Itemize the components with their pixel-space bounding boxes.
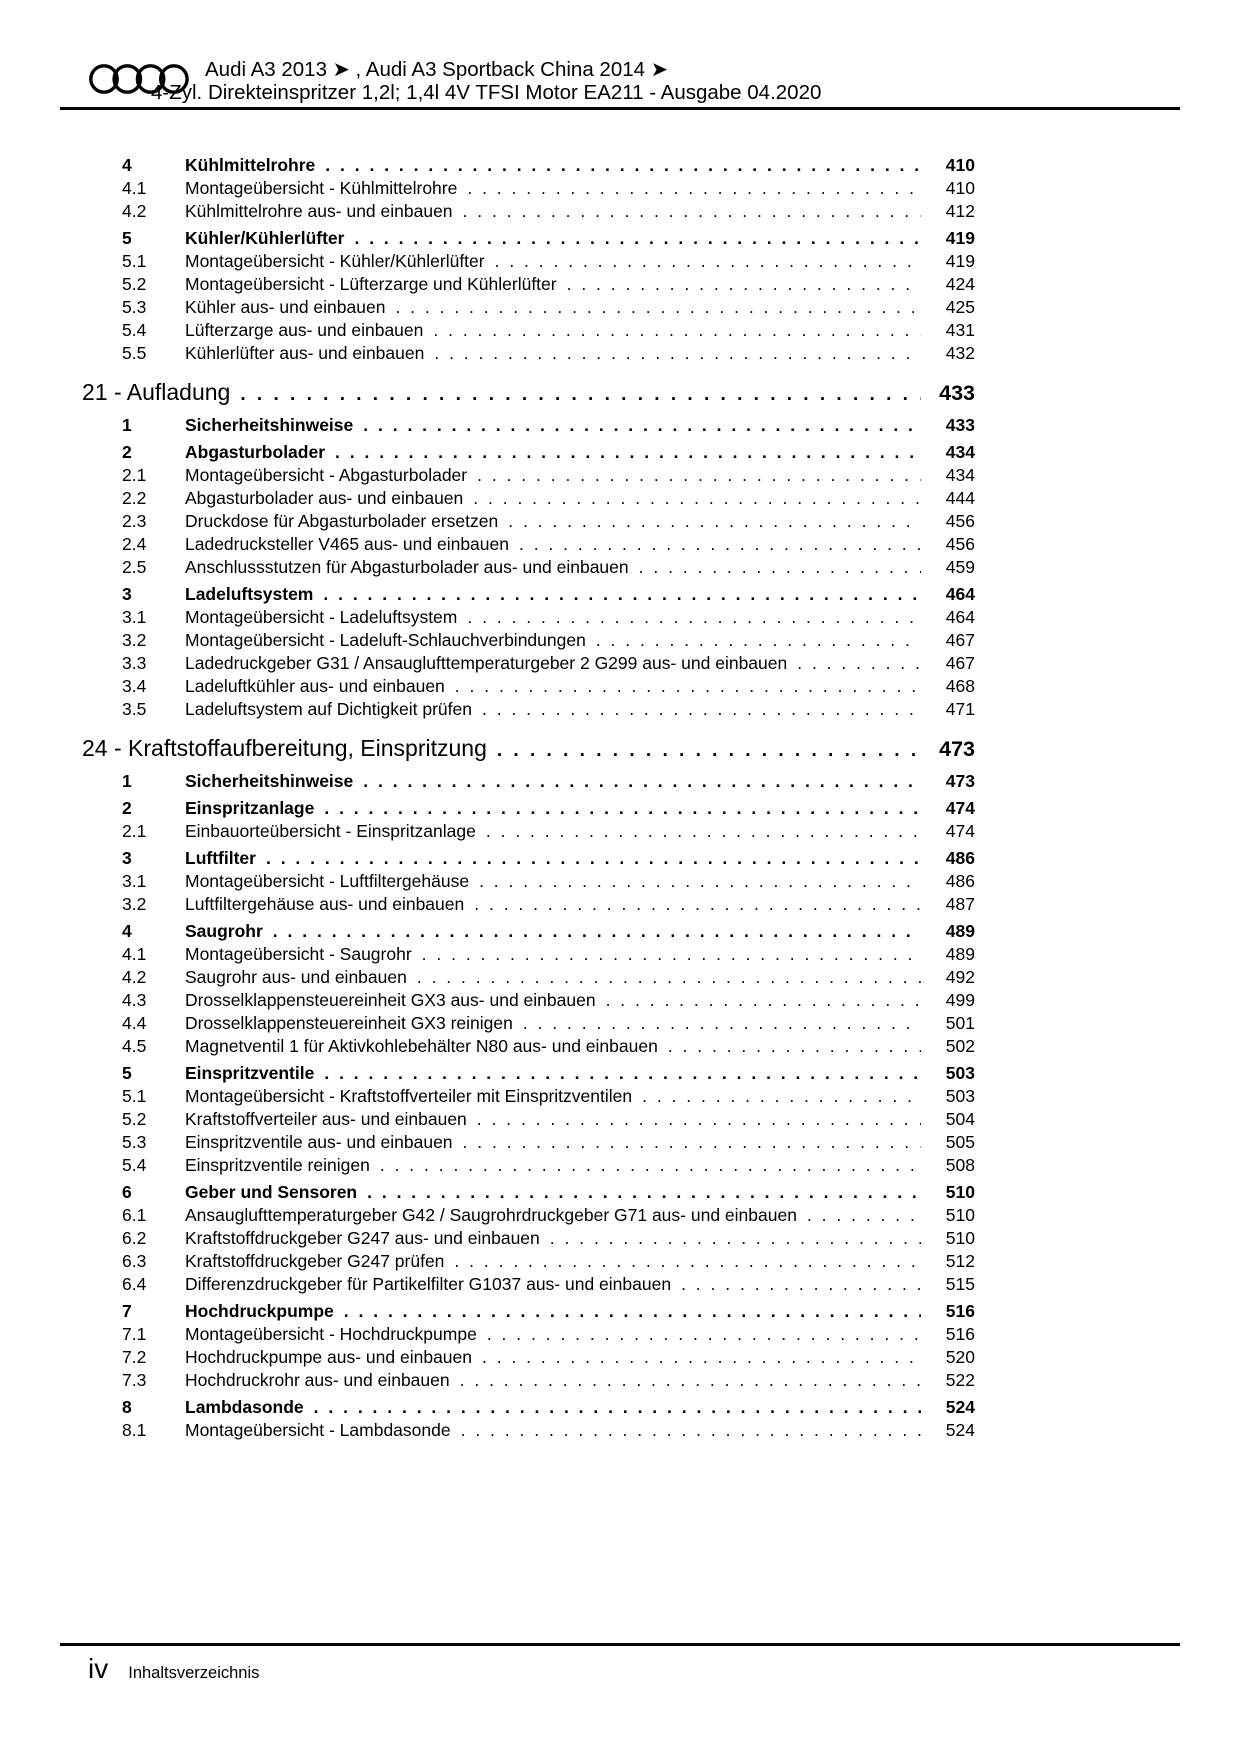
toc-entry-number: 6.1 [122,1205,147,1225]
toc-entry-title: Montageübersicht - Kraftstoffverteiler mit Einspritzventilen [185,1086,633,1106]
toc-entry-title: Magnetventil 1 für Aktivkohlebehälter N80 aus- und einbauen [185,1036,658,1056]
toc-entry-title: Kühlerlüfter aus- und einbauen [185,343,425,363]
toc-entry-page: 512 [945,1251,975,1271]
toc-entry[interactable] [82,1062,975,1085]
footer-content [60,1646,1180,1684]
dot-leader [454,1250,921,1273]
toc-entry-number: 3.3 [122,653,147,673]
dot-leader [433,319,921,342]
dot-leader [482,1346,921,1369]
toc-entry-page: 502 [945,1036,975,1056]
toc-entry[interactable] [82,556,975,579]
toc-entry[interactable] [82,533,975,556]
toc-entry[interactable] [82,989,975,1012]
toc-entry-title: Anschlussstutzen für Abgasturbolader aus- und einbauen [185,557,629,577]
toc-entry-title: Montageübersicht - Ladeluft-Schlauchverbindungen [185,630,586,650]
toc-entry-number: 4 [122,155,132,175]
toc-entry-title: Einspritzventile reinigen [185,1155,370,1175]
toc-entry-title: Hochdruckrohr aus- und einbauen [185,1370,450,1390]
toc-entry-page: 489 [945,944,975,964]
toc-entry-number: 8.1 [122,1420,147,1440]
toc-entry-number: 5 [122,1063,132,1083]
toc-entry-page: 425 [945,297,975,317]
toc-entry-title: Abgasturbolader [185,442,326,462]
toc-entry-title: Einspritzanlage [185,798,315,818]
toc-entry-number: 3.5 [122,699,147,719]
toc-entry[interactable] [82,698,975,721]
toc-entry-number: 4.2 [122,967,147,987]
toc-entry-number: 4.1 [122,178,147,198]
toc-entry-title: Saugrohr [185,921,263,941]
toc-entry-number: 1 [122,415,132,435]
toc-entry-title: Geber und Sensoren [185,1182,358,1202]
footer-section-label: Inhaltsverzeichnis [128,1664,260,1682]
dot-leader [550,1227,921,1250]
toc-entry-title: Kühlmittelrohre [185,155,316,175]
toc-entry-number: 2.2 [122,488,147,508]
dot-leader [668,1035,921,1058]
toc-entry-title: Kraftstoffverteiler aus- und einbauen [185,1109,467,1129]
dot-leader [463,1131,921,1154]
toc-entry-page: 492 [945,967,975,987]
toc-entry-title: Kühler aus- und einbauen [185,297,386,317]
dot-leader [497,733,921,763]
dot-leader [519,533,921,556]
toc-entry[interactable] [82,1227,975,1250]
dot-leader [323,583,921,606]
toc-entry-title: Montageübersicht - Hochdruckpumpe [185,1324,477,1344]
toc-entry[interactable] [82,675,975,698]
dot-leader [324,1062,921,1085]
dot-leader [461,1419,921,1442]
header-engine-line: 4-Zyl. Direkteinspritzer 1,2l; 1,4l 4V TFSI Motor EA211 - Ausgabe 04.2020 [151,81,822,104]
toc-entry[interactable] [82,733,975,764]
toc-entry-page: 499 [945,990,975,1010]
toc-entry-page: 412 [945,201,975,221]
toc-entry[interactable] [82,1369,975,1392]
toc-entry[interactable] [82,1300,975,1323]
toc-entry[interactable] [82,464,975,487]
toc-entry-page: 504 [945,1109,975,1129]
toc-entry-page: 524 [945,1397,975,1417]
toc-entry-number: 5.2 [122,1109,147,1129]
toc-entry[interactable] [82,1273,975,1296]
toc-entry-page: 520 [945,1347,975,1367]
dot-leader [417,966,921,989]
header-divider [60,107,1180,110]
toc-entry[interactable] [82,629,975,652]
toc-entry-page: 410 [945,178,975,198]
toc-entry-number: 3.1 [122,871,147,891]
toc-entry-number: 3.2 [122,630,147,650]
toc-entry[interactable] [82,1323,975,1346]
toc-entry-number: 5.1 [122,1086,147,1106]
toc-entry-title: Ladeluftkühler aus- und einbauen [185,676,445,696]
toc-entry-title: Montageübersicht - Kühlmittelrohre [185,178,458,198]
dot-leader [477,464,921,487]
dot-leader [335,441,921,464]
toc-entry-page: 474 [945,798,975,818]
dot-leader [479,870,921,893]
toc-entry[interactable] [82,154,975,177]
toc-entry-title: Kraftstoffdruckgeber G247 aus- und einbauen [185,1228,540,1248]
toc-entry[interactable] [82,319,975,342]
toc-entry-page: 516 [945,1324,975,1344]
dot-leader [324,797,921,820]
toc-entry-title: Ladedruckgeber G31 / Ansauglufttemperaturgeber 2 G299 aus- und einbauen [185,653,788,673]
toc-entry[interactable] [82,1346,975,1369]
toc-entry-page: 464 [945,584,975,604]
toc-entry-page: 434 [945,465,975,485]
dot-leader [325,154,921,177]
toc-entry-page: 433 [939,381,975,405]
toc-entry[interactable] [82,177,975,200]
toc-entry[interactable] [82,1012,975,1035]
toc-entry-title: Einspritzventile [185,1063,315,1083]
toc-entry-page: 486 [945,848,975,868]
toc-entry[interactable] [82,1108,975,1131]
dot-leader [463,200,921,223]
toc-entry-number: 4.3 [122,990,147,1010]
toc-entry-number: 4.5 [122,1036,147,1056]
toc-entry-title: Hochdruckpumpe [185,1301,334,1321]
toc-entry[interactable] [82,1085,975,1108]
toc-entry-title: Lambdasonde [185,1397,304,1417]
toc-entry-page: 516 [945,1301,975,1321]
toc-entry-number: 2.4 [122,534,147,554]
toc-entry-number: 7.3 [122,1370,147,1390]
toc-entry-number: 4.2 [122,201,147,221]
toc-entry[interactable] [82,273,975,296]
toc-entry-title: Saugrohr aus- und einbauen [185,967,407,987]
page-footer [60,1643,1180,1684]
toc-entry-number: 8 [122,1397,132,1417]
dot-leader [473,487,921,510]
dot-leader [642,1085,921,1108]
toc-entry-title: Montageübersicht - Lüfterzarge und Kühlerlüfter [185,274,557,294]
toc-entry-page: 434 [945,442,975,462]
dot-leader [508,510,921,533]
toc-entry[interactable] [82,943,975,966]
toc-entry[interactable] [82,342,975,365]
dot-leader [474,893,921,916]
toc-entry-page: 508 [945,1155,975,1175]
toc-entry-title: Montageübersicht - Ladeluftsystem [185,607,458,627]
toc-entry-title: Luftfiltergehäuse aus- und einbauen [185,894,465,914]
toc-entry-title: Kühlmittelrohre aus- und einbauen [185,201,453,221]
toc-entry[interactable] [82,200,975,223]
toc-entry[interactable] [82,893,975,916]
toc-entry-title: Montageübersicht - Kühler/Kühlerlüfter [185,251,485,271]
toc-entry[interactable] [82,606,975,629]
toc-entry-number: 2.5 [122,557,147,577]
toc-entry-page: 467 [945,630,975,650]
dot-leader [567,273,921,296]
toc-entry-number: 2.3 [122,511,147,531]
toc-entry-title: Einbauorteübersicht - Einspritzanlage [185,821,476,841]
toc-entry-number: 5.4 [122,320,147,340]
toc-entry-title: Hochdruckpumpe aus- und einbauen [185,1347,472,1367]
dot-leader [363,770,921,793]
toc-entry-number: 4.1 [122,944,147,964]
toc-entry-title: Sicherheitshinweise [185,771,354,791]
dot-leader [455,675,921,698]
toc-entry-page: 473 [939,737,975,761]
toc-entry[interactable] [82,414,975,437]
dot-leader [434,342,921,365]
toc-entry-page: 467 [945,653,975,673]
toc-entry-page: 486 [945,871,975,891]
toc-entry[interactable] [82,1035,975,1058]
toc-entry[interactable] [82,870,975,893]
toc-entry-title: Montageübersicht - Saugrohr [185,944,412,964]
toc-entry[interactable] [82,770,975,793]
dot-leader [266,847,921,870]
toc-entry-title: Sicherheitshinweise [185,415,354,435]
dot-leader [380,1154,921,1177]
toc-entry[interactable] [82,1419,975,1442]
toc-entry-number: 2 [122,442,132,462]
toc-entry-page: 501 [945,1013,975,1033]
toc-entry-title: Montageübersicht - Abgasturbolader [185,465,468,485]
toc-entry-title: Druckdose für Abgasturbolader ersetzen [185,511,499,531]
toc-entry-title: Drosselklappensteuereinheit GX3 reinigen [185,1013,513,1033]
toc-entry-number: 7.1 [122,1324,147,1344]
header-text-block [151,58,822,104]
toc-entry[interactable] [82,652,975,675]
dot-leader [460,1369,921,1392]
toc-entry-page: 468 [945,676,975,696]
toc-entry-number: 5 [122,228,132,248]
toc-entry[interactable] [82,1204,975,1227]
toc-entry-number: 5.3 [122,1132,147,1152]
toc-entry-title: 21 - Aufladung [82,379,231,405]
toc-entry-number: 6.4 [122,1274,147,1294]
toc-entry-page: 432 [945,343,975,363]
toc-entry-title: Lüfterzarge aus- und einbauen [185,320,424,340]
toc-entry[interactable] [82,1154,975,1177]
toc-entry[interactable] [82,377,975,408]
toc-entry-title: 24 - Kraftstoffaufbereitung, Einspritzung [82,735,487,761]
toc-entry-number: 4.4 [122,1013,147,1033]
toc-entry-title: Montageübersicht - Lambdasonde [185,1420,451,1440]
dot-leader [367,1181,921,1204]
toc-entry[interactable] [82,1396,975,1419]
toc-entry-page: 433 [945,415,975,435]
dot-leader [797,652,921,675]
toc-entry-number: 1 [122,771,132,791]
toc-entry[interactable] [82,1250,975,1273]
dot-leader [482,698,921,721]
dot-leader [596,629,921,652]
dot-leader [523,1012,921,1035]
toc-entry[interactable] [82,441,975,464]
toc-entry-title: Kraftstoffdruckgeber G247 prüfen [185,1251,445,1271]
dot-leader [467,177,921,200]
toc-entry-page: 510 [945,1182,975,1202]
dot-leader [354,227,921,250]
toc-entry-page: 473 [945,771,975,791]
toc-entry-number: 6 [122,1182,132,1202]
toc-entry-number: 3.1 [122,607,147,627]
toc-entry-number: 5.4 [122,1155,147,1175]
toc-entry-number: 2.1 [122,821,147,841]
toc-entry-number: 6.3 [122,1251,147,1271]
toc-entry-title: Abgasturbolader aus- und einbauen [185,488,464,508]
dot-leader [240,377,921,407]
toc-entry[interactable] [82,487,975,510]
toc-entry-page: 419 [945,251,975,271]
toc-entry[interactable] [82,227,975,250]
footer-page-number: iv [88,1653,109,1684]
toc-entry-page: 424 [945,274,975,294]
toc-entry-page: 410 [945,155,975,175]
toc-entry-number: 3 [122,584,132,604]
toc-entry-number: 7 [122,1301,132,1321]
toc-entry-number: 6.2 [122,1228,147,1248]
toc-entry-title: Einspritzventile aus- und einbauen [185,1132,453,1152]
toc-entry-page: 505 [945,1132,975,1152]
toc-entry[interactable] [82,797,975,820]
header-model-line: Audi A3 2013 ➤ , Audi A3 Sportback China 2014 ➤ [205,58,668,81]
toc-entry-title: Ladeluftsystem auf Dichtigkeit prüfen [185,699,472,719]
toc-entry-page: 487 [945,894,975,914]
dot-leader [395,296,921,319]
toc-entry-page: 524 [945,1420,975,1440]
toc-entry[interactable] [82,296,975,319]
toc-entry-page: 459 [945,557,975,577]
dot-leader [467,606,921,629]
toc-entry[interactable] [82,820,975,843]
toc-entry-page: 510 [945,1228,975,1248]
dot-leader [495,250,921,273]
toc-entry[interactable] [82,920,975,943]
toc-entry[interactable] [82,583,975,606]
toc-entry-title: Montageübersicht - Luftfiltergehäuse [185,871,470,891]
toc-entry-title: Ansauglufttemperaturgeber G42 / Saugrohrdruckgeber G71 aus- und einbauen [185,1205,797,1225]
dot-leader [422,943,921,966]
toc-entry-title: Ladeluftsystem [185,584,314,604]
toc-entry[interactable] [82,1181,975,1204]
dot-leader [487,1323,921,1346]
toc-entry-page: 456 [945,534,975,554]
toc-entry-number: 7.2 [122,1347,147,1367]
dot-leader [486,820,921,843]
toc-entry-number: 2 [122,798,132,818]
dot-leader [363,414,921,437]
toc-entry-page: 444 [945,488,975,508]
dot-leader [477,1108,921,1131]
toc-entry-page: 456 [945,511,975,531]
toc-entry-number: 5.5 [122,343,147,363]
toc-entry-page: 515 [945,1274,975,1294]
toc-entry-number: 5.2 [122,274,147,294]
toc-entry-number: 2.1 [122,465,147,485]
toc-entry-title: Differenzdruckgeber für Partikelfilter G1037 aus- und einbauen [185,1274,672,1294]
toc-entry[interactable] [82,966,975,989]
toc-entry-number: 3 [122,848,132,868]
toc-entry-number: 3.4 [122,676,147,696]
toc-entry-page: 471 [945,699,975,719]
toc-entry-number: 5.3 [122,297,147,317]
toc-entry-page: 419 [945,228,975,248]
toc-entry-page: 431 [945,320,975,340]
table-of-contents [60,154,1180,1442]
toc-entry-number: 4 [122,921,132,941]
toc-entry-page: 503 [945,1086,975,1106]
toc-entry-page: 474 [945,821,975,841]
dot-leader [639,556,921,579]
dot-leader [273,920,921,943]
toc-entry[interactable] [82,510,975,533]
toc-entry-title: Ladedrucksteller V465 aus- und einbauen [185,534,509,554]
toc-entry[interactable] [82,1131,975,1154]
toc-entry[interactable] [82,847,975,870]
dot-leader [606,989,921,1012]
toc-entry-number: 5.1 [122,251,147,271]
toc-entry-title: Drosselklappensteuereinheit GX3 aus- und einbauen [185,990,596,1010]
toc-entry-number: 3.2 [122,894,147,914]
toc-entry-page: 503 [945,1063,975,1083]
toc-entry-page: 510 [945,1205,975,1225]
dot-leader [314,1396,921,1419]
dot-leader [344,1300,921,1323]
toc-entry-page: 522 [945,1370,975,1390]
dot-leader [807,1204,921,1227]
toc-entry-title: Kühler/Kühlerlüfter [185,228,345,248]
toc-entry-page: 489 [945,921,975,941]
dot-leader [681,1273,921,1296]
toc-entry-title: Luftfilter [185,848,256,868]
toc-entry[interactable] [82,250,975,273]
page-header [60,0,1180,104]
toc-entry-page: 464 [945,607,975,627]
